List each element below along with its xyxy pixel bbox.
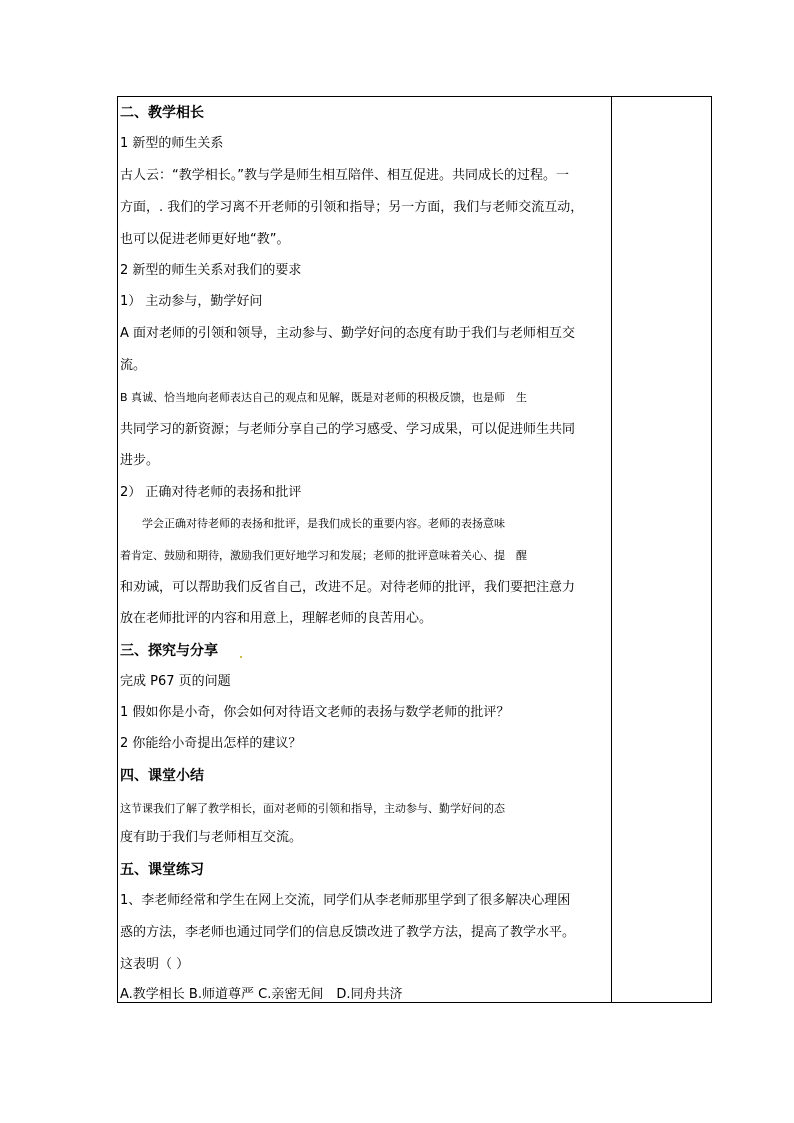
speck-mark xyxy=(240,656,242,658)
paragraph-line: 着肯定、鼓励和期待，激励我们更好地学习和发展；老师的批评意味着关心、提 醒 xyxy=(120,549,527,562)
list-item: 1） 主动参与，勤学好问 xyxy=(120,294,263,309)
subheading: 1 新型的师生关系 xyxy=(120,136,224,151)
paragraph-line: B 真诚、恰当地向老师表达自己的观点和见解，既是对老师的积极反馈，也是师 生 xyxy=(120,391,528,404)
section-heading: 五、课堂练习 xyxy=(120,862,204,878)
paragraph-line: 完成 P67 页的问题 xyxy=(120,674,231,689)
paragraph-line: 方面，. 我们的学习离不开老师的引领和指导；另一方面，我们与老师交流互动， xyxy=(120,200,584,215)
paragraph-line: 这节课我们了解了教学相长，面对老师的引领和指导，主动参与、勤学好问的态 xyxy=(120,802,505,815)
exercise-question: 这表明（ ） xyxy=(120,957,190,972)
list-item: 2） 正确对待老师的表扬和批评 xyxy=(120,485,302,500)
column-divider xyxy=(611,97,612,1002)
subheading: 2 新型的师生关系对我们的要求 xyxy=(120,263,302,278)
paragraph-line: 进步。 xyxy=(120,453,160,468)
paragraph-line: 古人云：“教学相长。”教与学是师生相互陪伴、相互促进。共同成长的过程。一 xyxy=(120,168,569,183)
paragraph-line: 流。 xyxy=(120,358,147,373)
section-heading: 四、课堂小结 xyxy=(120,768,204,784)
section-heading: 二、教学相长 xyxy=(120,105,204,121)
answer-options: A.教学相长 B.师道尊严 C.亲密无间 D.同舟共济 xyxy=(120,987,403,1002)
section-heading: 三、探究与分享 xyxy=(120,643,218,659)
paragraph-line: 度有助于我们与老师相互交流。 xyxy=(120,830,303,845)
exercise-question: 1、李老师经常和学生在网上交流，同学们从李老师那里学到了很多解决心理困 xyxy=(120,893,571,908)
paragraph-line: 共同学习的新资源；与老师分享自己的学习感受、学习成果，可以促进师生共同 xyxy=(120,422,576,437)
paragraph-line: A 面对老师的引领和领导，主动参与、勤学好问的态度有助于我们与老师相互交 xyxy=(120,326,576,341)
paragraph-line: 放在老师批评的内容和用意上，理解老师的良苦用心。 xyxy=(120,611,433,626)
question-item: 1 假如你是小奇，你会如何对待语文老师的表扬与数学老师的批评？ xyxy=(120,705,510,720)
question-item: 2 你能给小奇提出怎样的建议？ xyxy=(120,736,302,751)
paragraph-line: 也可以促进老师更好地“教”。 xyxy=(120,232,290,247)
lesson-table xyxy=(117,96,712,1003)
paragraph-line: 和劝诫，可以帮助我们反省自己，改进不足。对待老师的批评，我们要把注意力 xyxy=(120,580,576,595)
exercise-question: 惑的方法，李老师也通过同学们的信息反馈改进了教学方法，提高了教学水平。 xyxy=(120,925,576,940)
paragraph-line: 学会正确对待老师的表扬和批评，是我们成长的重要内容。老师的表扬意味 xyxy=(120,517,505,530)
